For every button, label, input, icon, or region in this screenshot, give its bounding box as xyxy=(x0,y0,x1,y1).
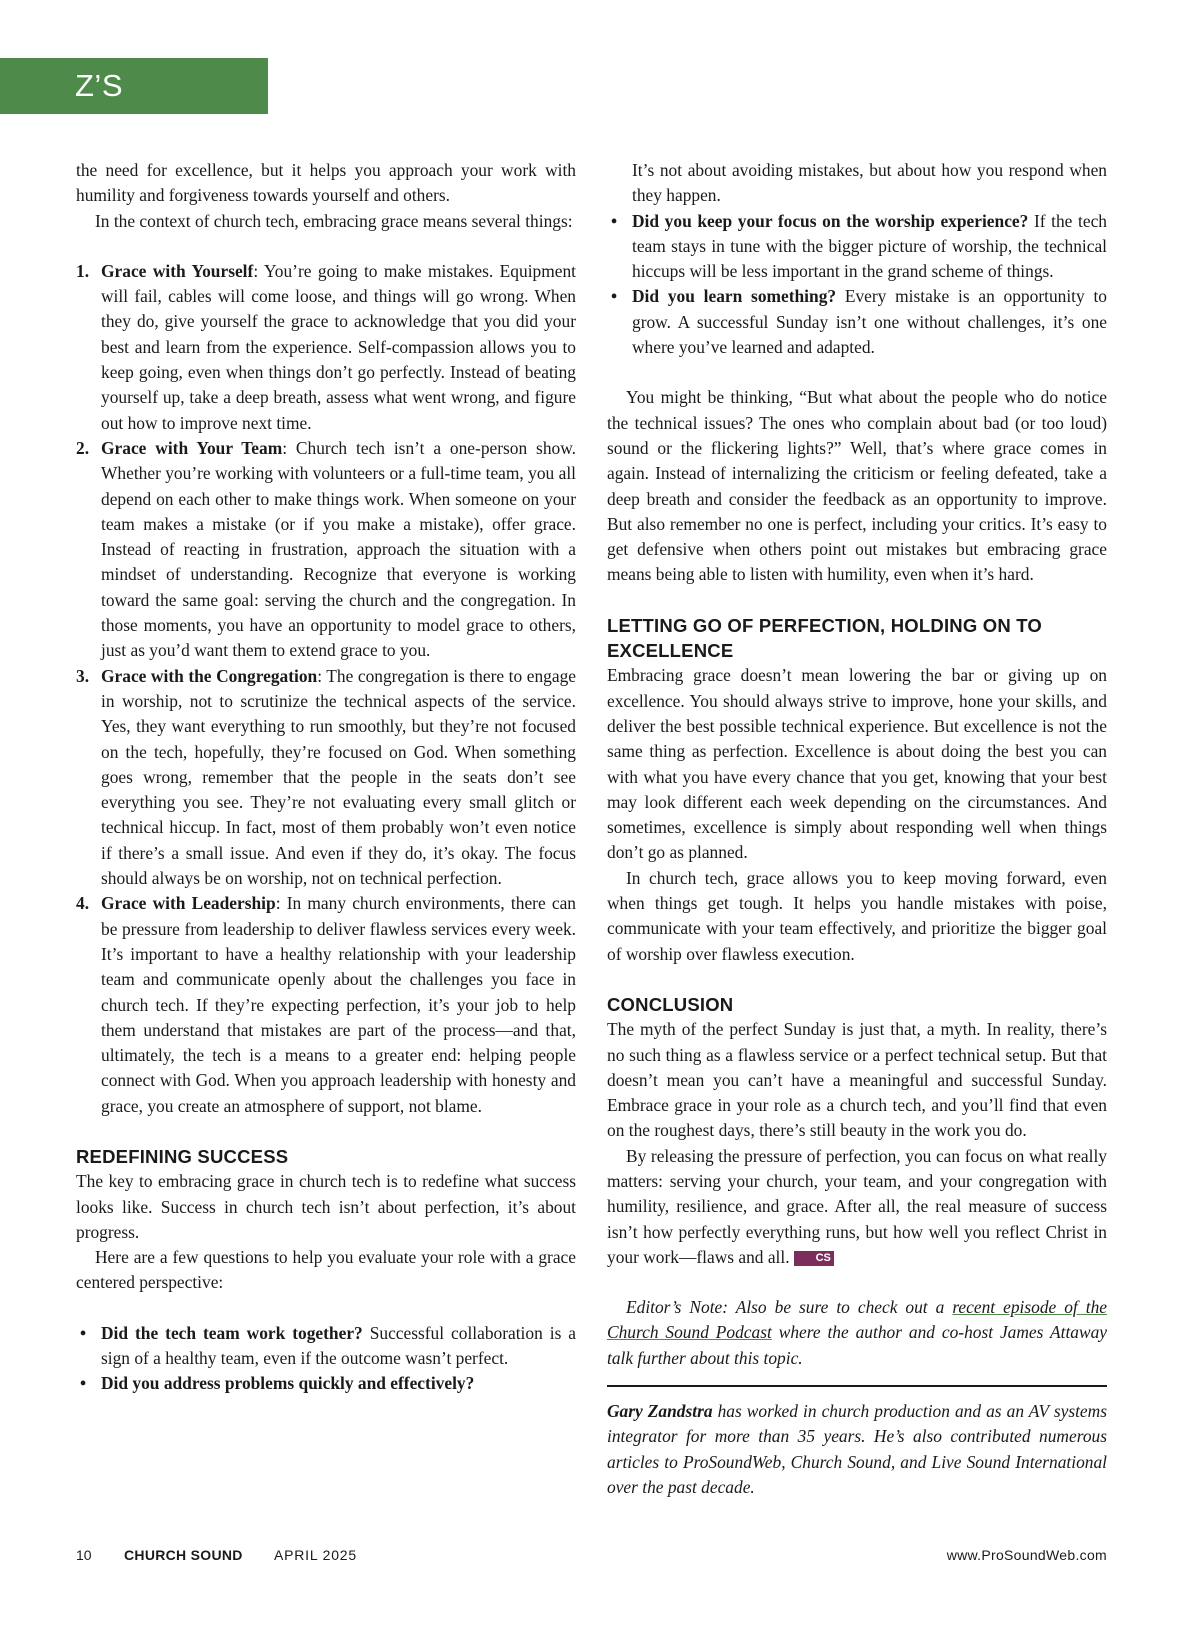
list-item xyxy=(76,1321,576,1372)
list-item xyxy=(76,891,576,1119)
paragraph: In church tech, grace allows you to keep moving forward, even when things get tough. It helps you handle mistakes with poise, communicate with your team effectively, and prioritize the bigger goal of worship over flawless execution. xyxy=(607,867,1107,964)
list-item-text: : Church tech isn’t a one-person show. Whether you’re working with volunteers or a full-time team, you all depend on each other to make things work. When someone on your team makes a mistake (or if you make a mistake), offer grace. Instead of reacting in frustration, approach the situation with a mindset of understanding. Recognize that everyone is working toward the same goal: serving the church and the congregation. In those moments, you have an opportunity to model grace to others, just as you’d want them to extend grace to you. xyxy=(101,437,576,661)
paragraph xyxy=(607,1144,1107,1270)
editor-note xyxy=(607,1295,1107,1371)
issue-date: APRIL 2025 xyxy=(274,1547,357,1563)
divider xyxy=(607,1385,1107,1387)
paragraph: Embracing grace doesn’t mean lowering the bar or giving up on excellence. You should always strive to improve, hone your skills, and deliver the best possible technical experience. But excellence is not the same thing as perfection. Excellence is about doing the best you can with what you have every chance that you get, knowing that your best may look different each week depending on the circumstances. And sometimes, excellence is simply about responding well when things don’t go as planned. xyxy=(607,665,1107,863)
list-item-text: : The congregation is there to engage in worship, not to scrutinize the technical aspects of the service. Yes, they want everything to run smoothly, but they’re not focused on the tech, hopefully, they’re focused on God. When something goes wrong, remember that the people in the seats don’t see everything you see. They’re not evaluating every small glitch or technical hiccup. In fact, most of them probably won’t even notice if there’s a small issue. And even if they do, it’s okay. The focus should always be on worship, not on technical perfection. xyxy=(101,665,576,889)
list-item xyxy=(76,1371,576,1396)
grace-list xyxy=(76,259,576,1119)
section-label: Z’S CORNER xyxy=(0,58,268,114)
bullet-icon: • xyxy=(611,210,618,231)
editor-note-text: where the author and co-host James Attaway talk further about this topic. xyxy=(607,1322,1107,1368)
question-list xyxy=(607,209,1107,361)
paragraph: In the context of church tech, embracing grace means several things: xyxy=(95,210,573,231)
author-bio xyxy=(607,1399,1107,1500)
editor-note-text: Editor’s Note: Also be sure to check out a xyxy=(626,1297,953,1318)
list-item-title: Grace with Yourself xyxy=(101,260,254,281)
list-number: 4. xyxy=(76,893,90,914)
author-bio-text: has worked in church production and as an AV systems integrator for more than 35 years. He’s also contributed numerous articles to ProSoundWeb, Church Sound, and Live Sound International over the past decade. xyxy=(607,1401,1107,1497)
list-item xyxy=(76,259,576,436)
end-mark-badge: CS xyxy=(794,1251,834,1266)
question-text: Successful collaboration is a sign of a healthy team, even if the outcome wasn’t perfect. xyxy=(101,1322,577,1369)
list-item xyxy=(76,664,576,892)
bullet-icon: • xyxy=(80,1373,87,1394)
paragraph: You might be thinking, “But what about the people who do notice the technical issues? The ones who complain about bad (or too loud) sound or the flickering lights?” Well, that’s where grace comes in again. Instead of internalizing the criticism or feeling defeated, take a deep breath and consider the feedback as an opportunity to improve. But also remember no one is perfect, including your critics. It’s easy to get defensive when others point out mistakes but embracing grace means being able to listen with humility, even when it’s hard. xyxy=(607,387,1107,585)
question-title: Did the tech team work together? xyxy=(101,1322,363,1343)
list-item-title: Grace with Your Team xyxy=(101,437,283,458)
question-title: Did you keep your focus on the worship experience? xyxy=(632,210,1029,231)
paragraph: The key to embracing grace in church tech is to redefine what success looks like. Success in church tech isn’t about perfection, it’s about progress. xyxy=(76,1171,576,1242)
paragraph: the need for excellence, but it helps you approach your work with humility and forgiveness towards yourself and others. xyxy=(76,160,576,206)
list-number: 2. xyxy=(76,437,90,458)
list-item-title: Grace with Leadership xyxy=(101,893,276,914)
right-column xyxy=(607,158,1107,1500)
magazine-title: CHURCH SOUND xyxy=(124,1547,243,1563)
list-item-text: : In many church environments, there can be pressure from leadership to deliver flawless services every week. It’s important to have a healthy relationship with your leadership team and communicate openly about the challenges you face in church tech. If they’re expecting perfection, it’s your job to help them understand that mistakes are part of the process—and that, ultimately, the tech is a means to a greater end: helping people connect with God. When you approach leadership with honesty and grace, you create an atmosphere of support, not blame. xyxy=(101,893,576,1116)
section-heading: CONCLUSION xyxy=(607,993,734,1015)
page-footer xyxy=(76,1547,1107,1567)
question-list xyxy=(76,1321,576,1397)
bullet-icon: • xyxy=(80,1322,87,1343)
paragraph: The myth of the perfect Sunday is just that, a myth. In reality, there’s no such thing as a flawless service or a perfect technical setup. But that doesn’t mean you can’t have a meaningful and successful Sunday. Embrace grace in your role as a church tech, and you’ll find that even on the roughest days, there’s still beauty in the work you do. xyxy=(607,1019,1107,1141)
paragraph: Here are a few questions to help you evaluate your role with a grace centered perspective: xyxy=(76,1247,576,1293)
list-item xyxy=(607,209,1107,285)
section-heading: REDEFINING SUCCESS xyxy=(76,1145,289,1167)
left-column xyxy=(76,158,576,1397)
list-item-text: : You’re going to make mistakes. Equipment will fail, cables will come loose, and things will go wrong. When they do, give yourself the grace to acknowledge that you did your best and learn from the experience. Self-compassion allows you to keep going, even when things don’t go perfectly. Instead of beating yourself up, take a deep breath, assess what went wrong, and figure out how to improve next time. xyxy=(101,260,576,433)
podcast-link[interactable]: recent episode of the Church Sound Podcast xyxy=(607,1297,1107,1343)
list-number: 3. xyxy=(76,665,90,686)
paragraph-text: By releasing the pressure of perfection, you can focus on what really matters: serving your church, your team, and your congregation with humility, resilience, and grace. After all, the real measure of success isn’t how perfectly everything runs, but how well you reflect Christ in your work—flaws and all. xyxy=(607,1145,1107,1267)
list-item-title: Grace with the Congregation xyxy=(101,665,318,686)
question-text: If the tech team stays in tune with the bigger picture of worship, the technical hiccups will be less important in the grand scheme of things. xyxy=(632,210,1107,282)
question-title: Did you address problems quickly and effectively? xyxy=(101,1373,475,1394)
bullet-icon: • xyxy=(611,286,618,307)
author-name: Gary Zandstra xyxy=(607,1401,713,1422)
page-number: 10 xyxy=(76,1547,92,1563)
list-item xyxy=(607,284,1107,360)
website-link[interactable]: www.ProSoundWeb.com xyxy=(946,1547,1107,1563)
question-text: Every mistake is an opportunity to grow. A successful Sunday isn’t one without challenges, it’s one where you’ve learned and adapted. xyxy=(632,286,1107,358)
list-number: 1. xyxy=(76,260,90,281)
question-continuation: It’s not about avoiding mistakes, but about how you respond when they happen. xyxy=(632,160,1107,206)
question-title: Did you learn something? xyxy=(632,286,837,307)
section-heading: LETTING GO OF PERFECTION, HOLDING ON TO EXCELLENCE xyxy=(607,614,1043,662)
list-item xyxy=(76,436,576,664)
